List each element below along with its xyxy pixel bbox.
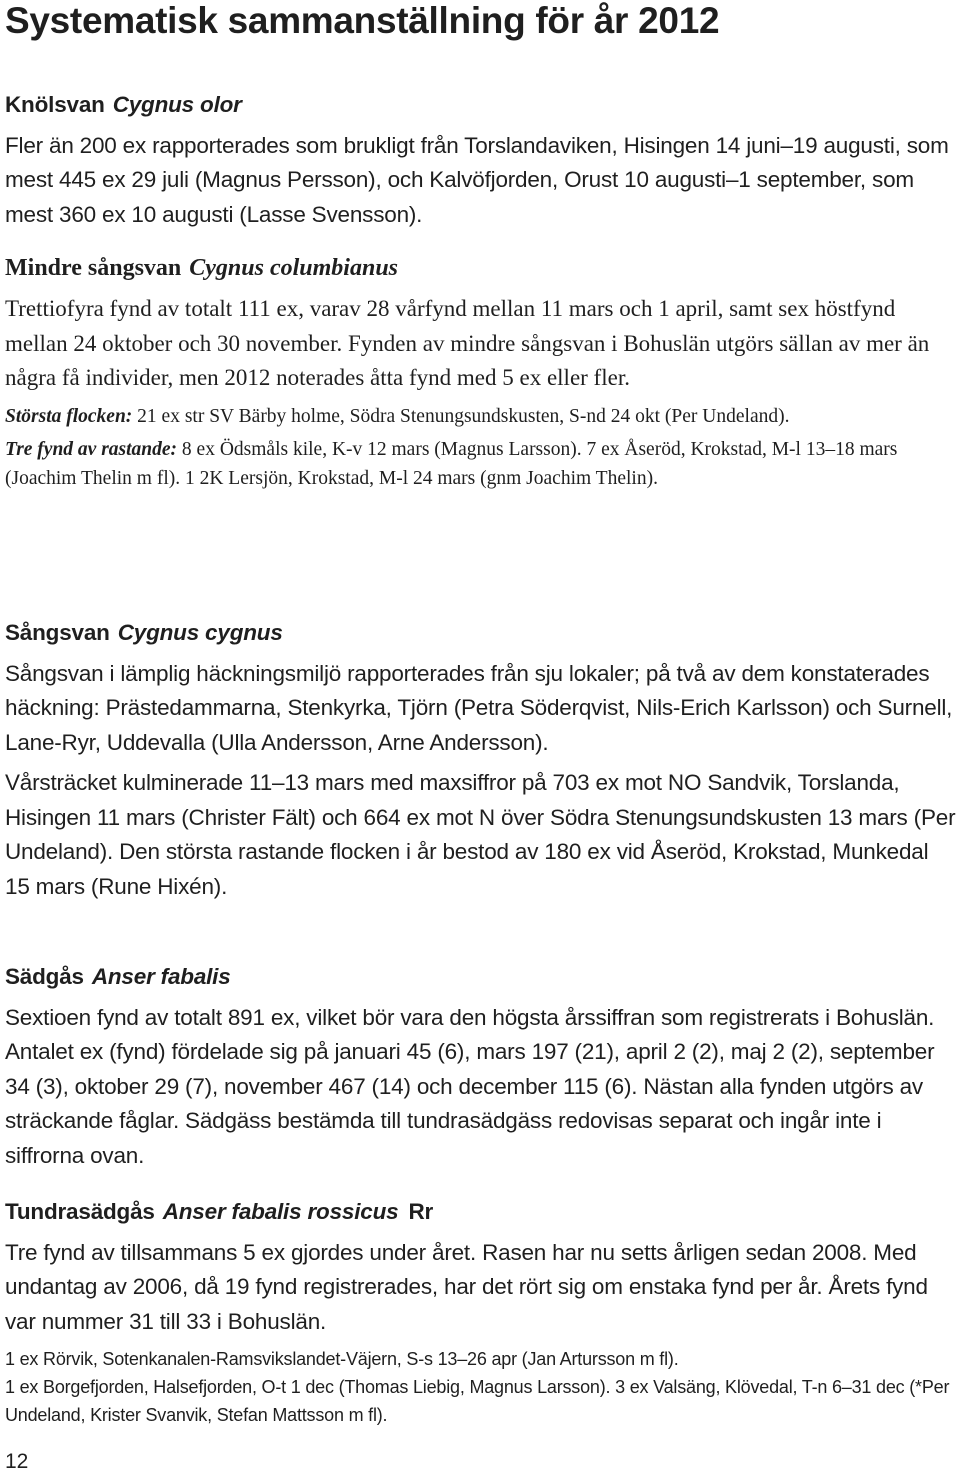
species-tundrasadgas (5, 1195, 957, 1429)
note-text: 8 ex Ödsmåls kile, K-v 12 mars (Magnus Larsson). 7 ex Åseröd, Krokstad, M-l 13–18 mars (Joachim Thelin m fl). 1 2K Lersjön, Krokstad, M-l 24 mars (gnm Joachim Thelin). (5, 438, 898, 489)
species-name: Tundrasädgås (5, 1199, 155, 1224)
species-heading (5, 88, 957, 123)
species-latin-name: Anser fabalis rossicus (162, 1199, 399, 1224)
species-code: Rr (408, 1199, 434, 1224)
species-paragraph: Fler än 200 ex rapporterades som brukligt från Torslandaviken, Hisingen 14 juni–19 augusti, som mest 445 ex 29 juli (Magnus Persson), och Kalvöfjorden, Orust 10 augusti–1 september, som mest 360 ex 10 augusti (Lasse Svensson). (5, 132, 949, 227)
page-number: 12 (5, 1450, 29, 1473)
species-name: Sädgås (5, 964, 84, 989)
species-heading (5, 1195, 957, 1230)
species-name: Knölsvan (5, 92, 105, 117)
species-note (5, 435, 957, 493)
species-sangsvan (5, 616, 957, 910)
species-latin-name: Anser fabalis (91, 964, 231, 989)
page-title: Systematisk sammanställning för år 2012 (5, 0, 720, 41)
species-paragraph: Tre fynd av tillsammans 5 ex gjordes under året. Rasen har nu setts årligen sedan 2008. Med undantag av 2006, då 19 fynd registrerades, har det rört sig om enstaka fynd per år. Årets fynd var nummer 31 till 33 i Bohuslän. (5, 1239, 928, 1334)
note-text: 21 ex str SV Bärby holme, Södra Stenungsundskusten, S-nd 24 okt (Per Undeland). (132, 405, 790, 427)
species-knolsvan (5, 88, 957, 238)
species-latin-name: Cygnus cygnus (117, 620, 283, 645)
species-note (5, 402, 957, 431)
species-heading (5, 255, 957, 282)
note-label: Största flocken: (5, 405, 133, 427)
species-name: Mindre sångsvan (5, 255, 182, 281)
species-mindre-sangsvan (5, 255, 957, 497)
species-latin-name: Cygnus olor (112, 92, 242, 117)
species-record: 1 ex Borgefjorden, Halsefjorden, O-t 1 dec (Thomas Liebig, Magnus Larsson). 3 ex Valsäng, Klövedal, T-n 6–31 dec (*Per Undeland, Krister Svanvik, Stefan Mattsson m fl). (5, 1377, 950, 1425)
species-sadgas (5, 960, 957, 1179)
species-heading (5, 616, 957, 651)
species-heading (5, 960, 957, 995)
note-label: Tre fynd av rastande: (5, 438, 178, 460)
species-record: 1 ex Rörvik, Sotenkanalen-Ramsvikslandet-Väjern, S-s 13–26 apr (Jan Artursson m fl). (5, 1349, 679, 1369)
species-name: Sångsvan (5, 620, 110, 645)
species-paragraph: Sextioen fynd av totalt 891 ex, vilket bör vara den högsta årssiffran som registrerats i Bohuslän. Antalet ex (fynd) fördelade sig på januari 45 (6), mars 197 (21), april 2 (2), maj 2 (2), september 34 (3), oktober 29 (7), november 467 (14) och december 115 (6). Nästan alla fynden utgörs av sträckande fåglar. Sädgäss bestämda till tundrasädgäss redovisas separat och ingår inte i siffrorna ovan. (5, 1004, 935, 1168)
species-paragraph: Sångsvan i lämplig häckningsmiljö rapporterades från sju lokaler; på två av dem konstaterades häckning: Prästedammarna, Stenkyrka, Tjörn (Petra Söderqvist, Nils-Erich Karlsson) och Surnell, Lane-Ryr, Uddevalla (Ulla Andersson, Arne Andersson). (5, 660, 953, 755)
species-latin-name: Cygnus columbianus (189, 255, 398, 281)
species-paragraph: Trettiofyra fynd av totalt 111 ex, varav 28 vårfynd mellan 11 mars och 1 april, samt sex höstfynd mellan 24 oktober och 30 november. Fynden av mindre sångsvan i Bohuslän utgörs sällan av mer än några få individer, men 2012 noterades åtta fynd med 5 ex eller fler. (5, 296, 930, 390)
species-paragraph: Vårsträcket kulminerade 11–13 mars med maxsiffror på 703 ex mot NO Sandvik, Torslanda, Hisingen 11 mars (Christer Fält) och 664 ex mot N över Södra Stenungsundskusten 13 mars (Per Undeland). Den största rastande flocken i år bestod av 180 ex vid Åseröd, Krokstad, Munkedal 15 mars (Rune Hixén). (5, 770, 956, 899)
